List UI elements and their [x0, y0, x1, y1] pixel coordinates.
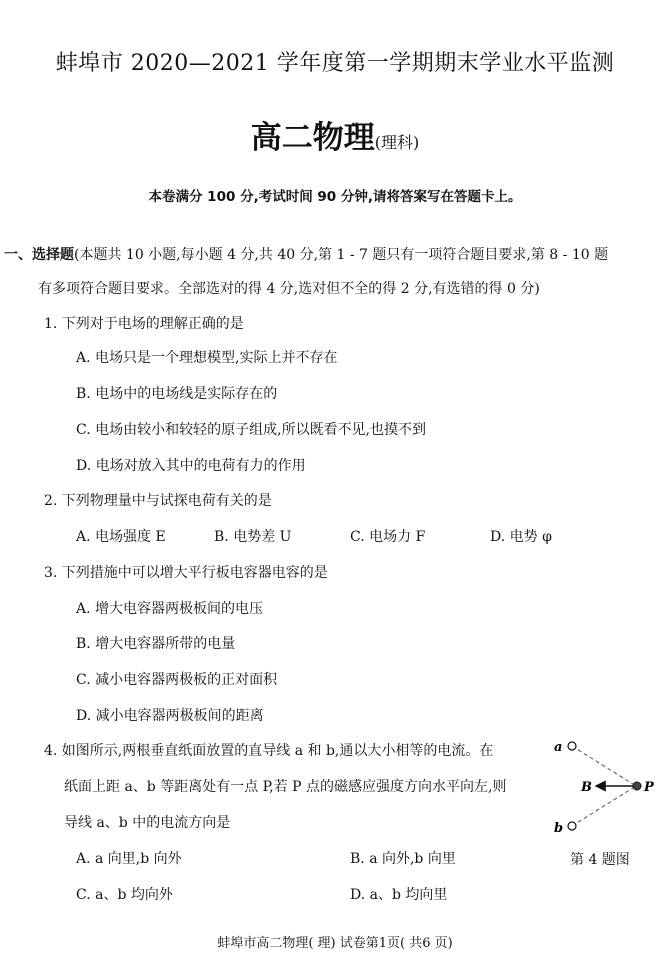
question-1-stem: 1. 下列对于电场的理解正确的是 [44, 316, 244, 332]
section-description-line1: (本题共 10 小题,每小题 4 分,共 40 分,第 1 - 7 题只有一项符合题目要求,第 8 - 10 题 [74, 247, 609, 263]
section-title: 一、选择题 [4, 247, 74, 263]
label-a: a [554, 740, 563, 755]
wire-b [568, 822, 576, 830]
label-field-b: B [581, 780, 592, 795]
question-3-option-b: B. 增大电容器所带的电量 [76, 636, 236, 652]
question-3-option-d: D. 减小电容器两极板间的距离 [76, 708, 264, 724]
question-2-stem: 2. 下列物理量中与试探电荷有关的是 [44, 493, 272, 509]
question-4-stem-line3: 导线 a、b 中的电流方向是 [64, 815, 231, 831]
question-4-stem-line2: 纸面上距 a、b 等距离处有一点 P,若 P 点的磁感应强度方向水平向左,则 [64, 779, 507, 795]
question-1-option-b: B. 电场中的电场线是实际存在的 [76, 386, 278, 402]
exam-title: 蚌埠市 2020—2021 学年度第一学期期末学业水平监测 [55, 51, 615, 76]
question-3-stem: 3. 下列措施中可以增大平行板电容器电容的是 [44, 565, 328, 581]
section-header [4, 238, 656, 306]
question-3-option-c: C. 减小电容器两极板的正对面积 [76, 672, 278, 688]
label-p: P [644, 780, 654, 795]
subject-title [0, 112, 670, 157]
question-3-option-a: A. 增大电容器两极板间的电压 [76, 601, 264, 617]
wire-diagram [550, 732, 660, 842]
question-4-option-c: C. a、b 均向外 [76, 887, 173, 903]
question-2-option-a: A. 电场强度 E [76, 529, 166, 545]
question-1-option-c: C. 电场由较小和较轻的原子组成,所以既看不见,也摸不到 [76, 422, 427, 438]
question-2-option-d: D. 电势 φ [490, 529, 552, 545]
question-4-option-a: A. a 向里,b 向外 [76, 851, 182, 867]
question-1-option-a: A. 电场只是一个理想模型,实际上并不存在 [76, 350, 338, 366]
question-4-option-b: B. a 向外,b 向里 [350, 851, 456, 867]
question-4-option-d: D. a、b 均向里 [350, 887, 448, 903]
wire-a [568, 742, 576, 750]
section-description-line2: 有多项符合题目要求。全部选对的得 4 分,选对但不全的得 2 分,有选错的得 0 分) [38, 281, 540, 297]
question-2-option-c: C. 电场力 F [350, 529, 426, 545]
figure-caption: 第 4 题图 [570, 852, 630, 868]
question-1-option-d: D. 电场对放入其中的电荷有力的作用 [76, 458, 306, 474]
subject-name: 高二物理 [250, 120, 375, 156]
question-4-stem-line1: 4. 如图所示,两根垂直纸面放置的直导线 a 和 b,通以大小相等的电流。在 [44, 743, 494, 759]
point-p [633, 782, 641, 790]
question-2-option-b: B. 电势差 U [214, 529, 292, 545]
exam-instructions: 本卷满分 100 分,考试时间 90 分钟,请将答案写在答题卡上。 [148, 189, 522, 205]
page-footer: 蚌埠市高二物理( 理) 试卷第1页( 共6 页) [217, 936, 453, 951]
subject-note: (理科) [374, 133, 420, 152]
label-b: b [554, 821, 564, 836]
